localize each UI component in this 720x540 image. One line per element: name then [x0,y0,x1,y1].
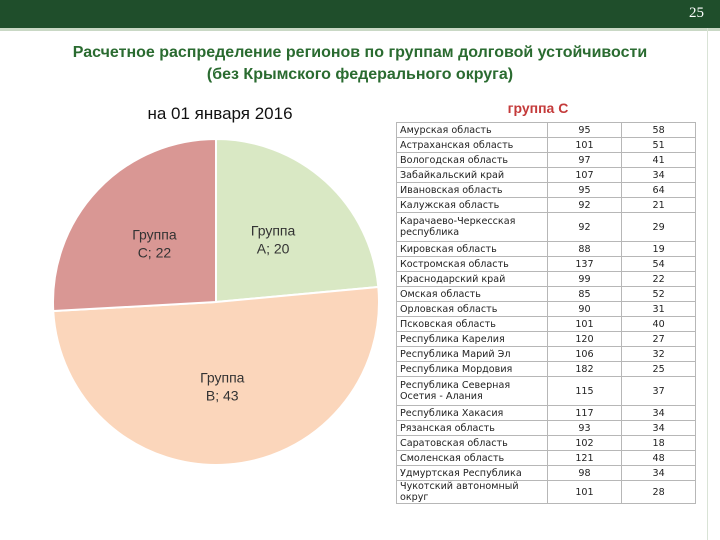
value-cell: 107 [547,168,621,183]
table-row [397,347,696,362]
value-cell: 37 [622,377,696,406]
value-cell: 101 [547,138,621,153]
group-c-table [396,122,696,504]
region-name-cell: Ивановская область [397,183,548,198]
table-row [397,406,696,421]
region-name-cell: Амурская область [397,123,548,138]
value-cell: 27 [622,332,696,347]
value-cell: 51 [622,138,696,153]
table-row [397,362,696,377]
region-name-cell: Карачаево-Черкесская республика [397,213,548,242]
region-name-cell: Калужская область [397,198,548,213]
table-row [397,466,696,481]
pie-slice-group-a [216,139,378,302]
region-name-cell: Краснодарский край [397,272,548,287]
table-row [397,377,696,406]
value-cell: 21 [622,198,696,213]
value-cell: 52 [622,287,696,302]
table-row [397,436,696,451]
value-cell: 34 [622,466,696,481]
value-cell: 40 [622,317,696,332]
table-row [397,198,696,213]
table-row [397,257,696,272]
table-row [397,451,696,466]
value-cell: 28 [622,481,696,504]
group-c-heading: группа С [507,100,569,116]
table-row [397,302,696,317]
region-name-cell: Республика Марий Эл [397,347,548,362]
value-cell: 92 [547,198,621,213]
value-cell: 48 [622,451,696,466]
region-name-cell: Кировская область [397,242,548,257]
region-name-cell: Республика Мордовия [397,362,548,377]
region-name-cell: Орловская область [397,302,548,317]
region-name-cell: Вологодская область [397,153,548,168]
value-cell: 34 [622,168,696,183]
value-cell: 101 [547,481,621,504]
value-cell: 101 [547,317,621,332]
region-name-cell: Республика Северная Осетия - Алания [397,377,548,406]
table-row [397,138,696,153]
region-name-cell: Астраханская область [397,138,548,153]
value-cell: 95 [547,123,621,138]
value-cell: 120 [547,332,621,347]
value-cell: 97 [547,153,621,168]
value-cell: 92 [547,213,621,242]
table-row [397,168,696,183]
value-cell: 85 [547,287,621,302]
region-name-cell: Смоленская область [397,451,548,466]
table-row [397,317,696,332]
value-cell: 95 [547,183,621,198]
region-name-cell: Удмуртская Республика [397,466,548,481]
region-name-cell: Забайкальский край [397,168,548,183]
value-cell: 88 [547,242,621,257]
value-cell: 64 [622,183,696,198]
value-cell: 90 [547,302,621,317]
pie-slices [53,139,379,465]
value-cell: 22 [622,272,696,287]
region-name-cell: Псковская область [397,317,548,332]
chart-title: на 01 января 2016 [147,104,293,123]
pie-label-group-a: Группа А; 20 [250,222,296,257]
value-cell: 121 [547,451,621,466]
value-cell: 18 [622,436,696,451]
region-name-cell: Саратовская область [397,436,548,451]
value-cell: 137 [547,257,621,272]
table-row [397,153,696,168]
value-cell: 182 [547,362,621,377]
value-cell: 54 [622,257,696,272]
region-name-cell: Чукотский автономный округ [397,481,548,504]
table-row [397,213,696,242]
region-name-cell: Костромская область [397,257,548,272]
region-name-cell: Республика Карелия [397,332,548,347]
table-row [397,287,696,302]
value-cell: 34 [622,421,696,436]
table-row [397,272,696,287]
value-cell: 58 [622,123,696,138]
value-cell: 41 [622,153,696,168]
table-row [397,481,696,504]
region-name-cell: Республика Хакасия [397,406,548,421]
table-row [397,332,696,347]
slide-title-line-2: (без Крымского федерального округа) [206,66,514,83]
value-cell: 29 [622,213,696,242]
table-row [397,242,696,257]
slide-number: 25 [689,5,704,21]
slide-title-line-1: Расчетное распределение регионов по группам долговой устойчивости [72,44,648,61]
value-cell: 31 [622,302,696,317]
value-cell: 19 [622,242,696,257]
value-cell: 34 [622,406,696,421]
value-cell: 117 [547,406,621,421]
value-cell: 93 [547,421,621,436]
table-row [397,183,696,198]
table-row [397,421,696,436]
pie-slice-group-c [53,139,216,311]
value-cell: 102 [547,436,621,451]
value-cell: 115 [547,377,621,406]
value-cell: 32 [622,347,696,362]
pie-label-group-c: Группа С; 22 [132,226,177,261]
pie-label-group-b: Группа В; 43 [200,369,245,404]
value-cell: 98 [547,466,621,481]
value-cell: 106 [547,347,621,362]
value-cell: 99 [547,272,621,287]
region-name-cell: Омская область [397,287,548,302]
region-name-cell: Рязанская область [397,421,548,436]
value-cell: 25 [622,362,696,377]
table-row [397,123,696,138]
